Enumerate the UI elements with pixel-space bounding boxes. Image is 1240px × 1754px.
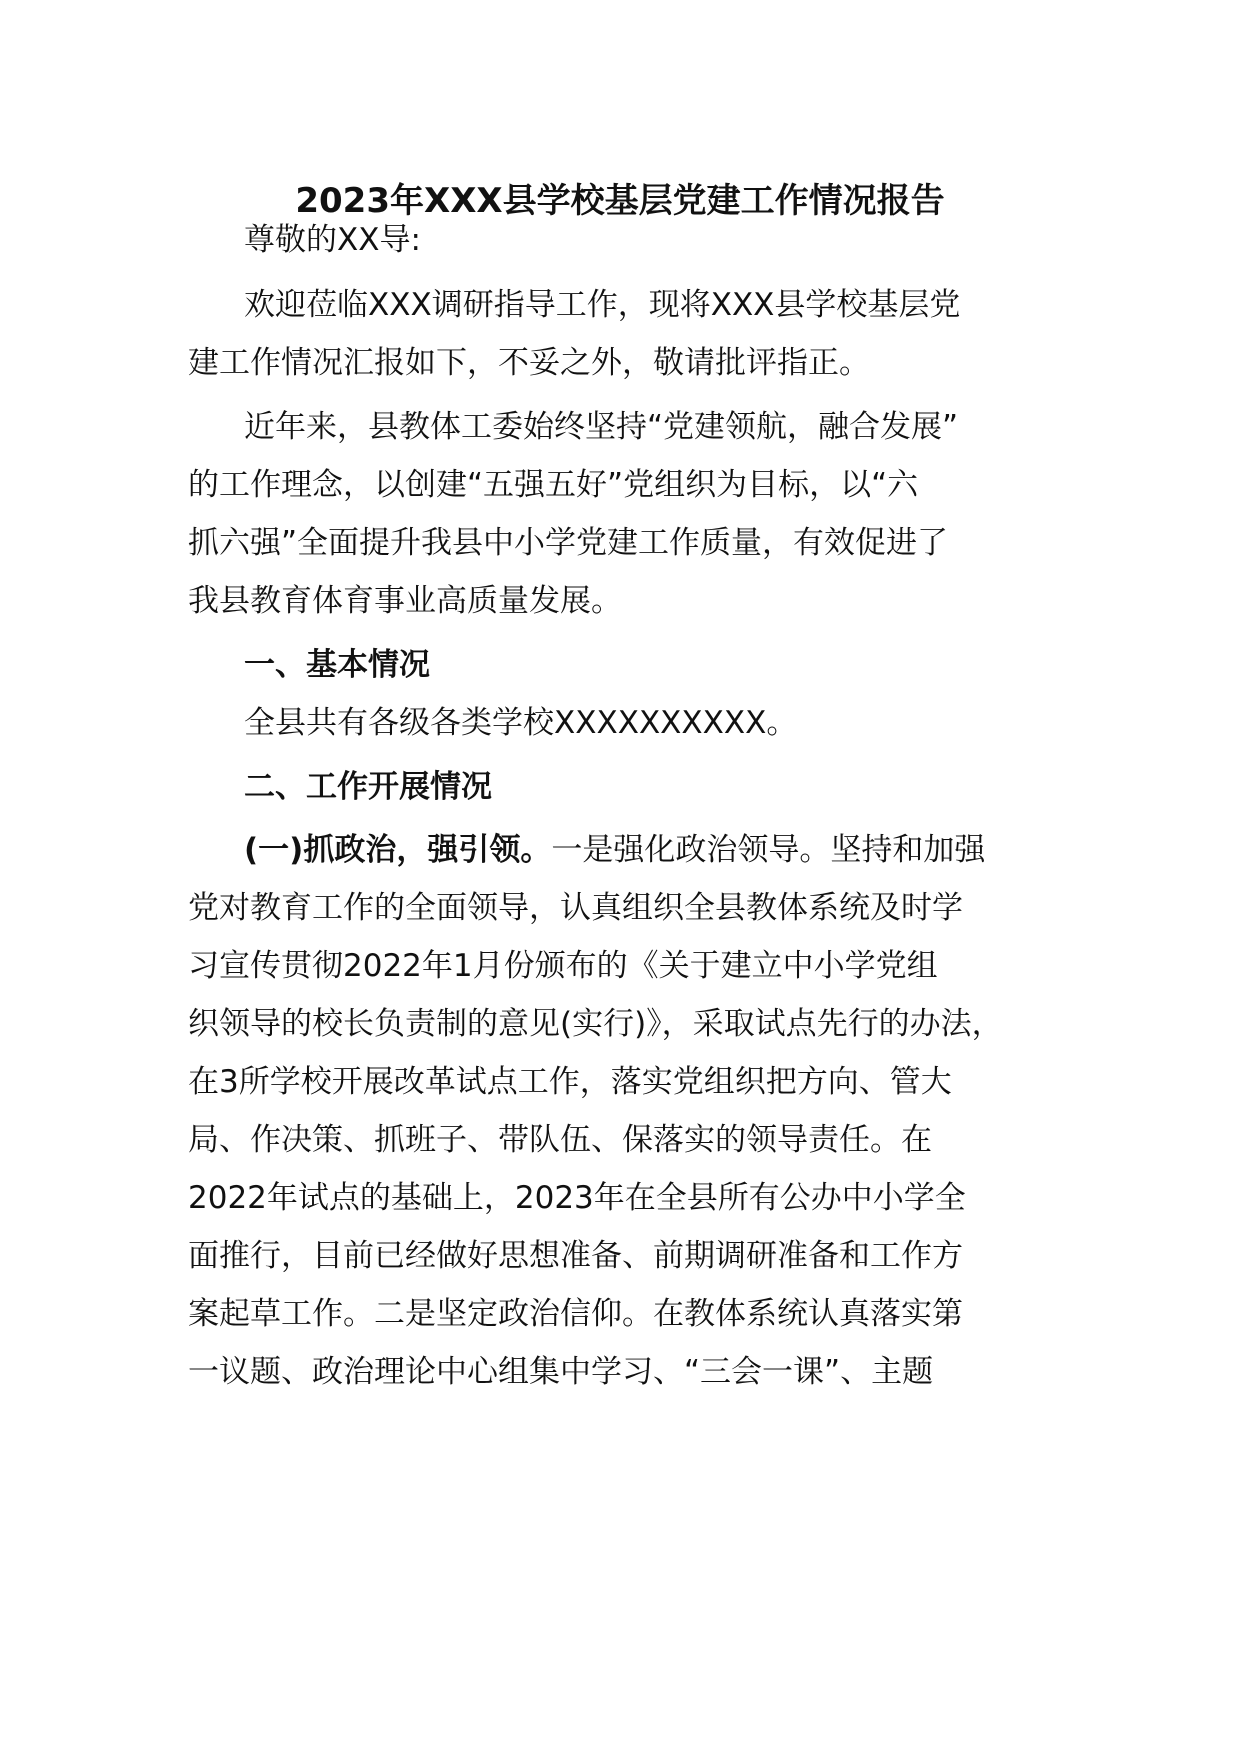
- subsection-1-line-2: 党对教育工作的全面领导，认真组织全县教体系统及时学: [188, 890, 963, 926]
- subsection-1-line-7: 2022年试点的基础上，2023年在全县所有公办中小学全: [188, 1180, 966, 1216]
- subsection-1-line-10: 一议题、政治理论中心组集中学习、“三会一课”、主题: [188, 1354, 934, 1390]
- section-1-text: 全县共有各级各类学校XXXXXXXXXX。: [244, 705, 798, 741]
- paragraph-welcome-line-1: 欢迎莅临XXX调研指导工作，现将XXX县学校基层党: [244, 287, 961, 323]
- paragraph-intro-line-2: 的工作理念，以创建“五强五好”党组织为目标，以“六: [188, 467, 919, 503]
- paragraph-welcome-line-2: 建工作情况汇报如下，不妥之外，敬请批评指正。: [188, 345, 870, 381]
- subsection-1-line-3: 习宣传贯彻2022年1月份颁布的《关于建立中小学党组: [188, 948, 938, 984]
- subsection-1-line-8: 面推行，目前已经做好思想准备、前期调研准备和工作方: [188, 1238, 963, 1274]
- subsection-1-line-4: 织领导的校长负责制的意见(实行)》，采取试点先行的办法，: [188, 1006, 1003, 1042]
- salutation: 尊敬的XX导:: [244, 222, 421, 258]
- subsection-1-line-6: 局、作决策、抓班子、带队伍、保落实的领导责任。在: [188, 1122, 932, 1158]
- paragraph-intro-line-1: 近年来，县教体工委始终坚持“党建领航，融合发展”: [244, 409, 959, 445]
- section-2-heading: 二、工作开展情况: [244, 769, 492, 805]
- subsection-1-line-9: 案起草工作。二是坚定政治信仰。在教体系统认真落实第: [188, 1296, 963, 1332]
- subsection-1-line-1: 一是强化政治领导。坚持和加强: [551, 832, 986, 868]
- subsection-1-first-line: [244, 825, 985, 875]
- subsection-1-heading: (一)抓政治，强引领。: [244, 832, 552, 868]
- paragraph-intro-line-3: 抓六强”全面提升我县中小学党建工作质量，有效促进了: [188, 525, 949, 561]
- subsection-1-line-5: 在3所学校开展改革试点工作，落实党组织把方向、管大: [188, 1064, 952, 1100]
- paragraph-intro-line-4: 我县教育体育事业高质量发展。: [188, 583, 622, 619]
- section-1-heading: 一、基本情况: [244, 647, 430, 683]
- document-title: 2023年XXX县学校基层党建工作情况报告: [295, 181, 945, 221]
